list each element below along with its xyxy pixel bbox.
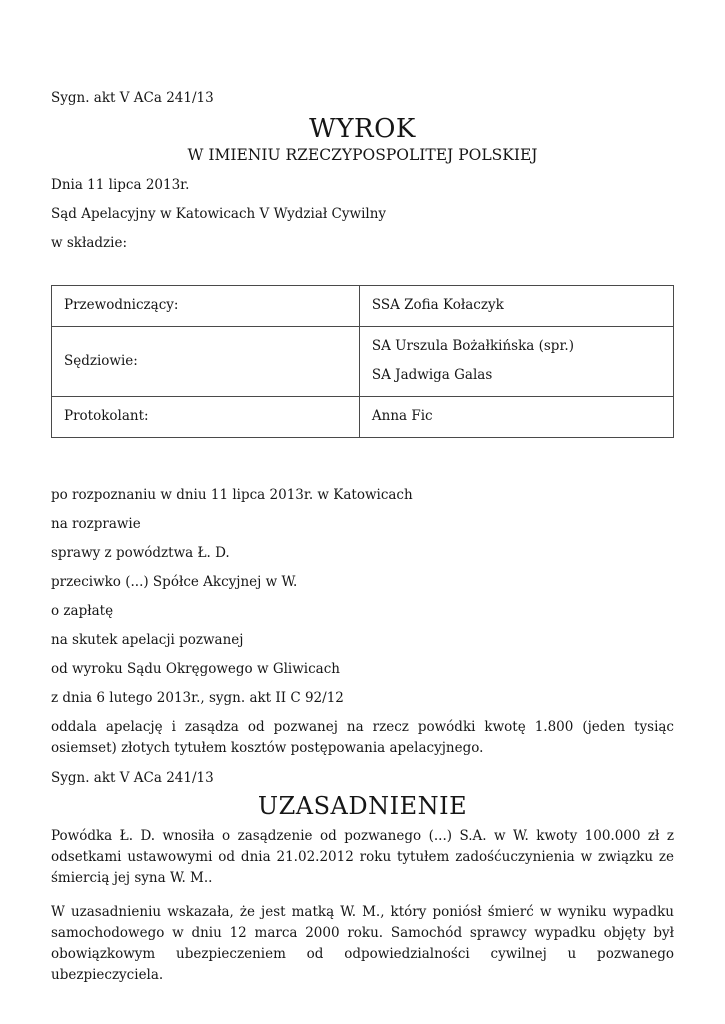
case-number-second: Sygn. akt V ACa 241/13 (51, 770, 214, 786)
panel-row-presiding (52, 286, 674, 327)
case-header-line-7: od wyroku Sądu Okręgowego w Gliwicach (51, 661, 340, 677)
panel-label-judges: Sędziowie: (52, 327, 360, 397)
spacer (51, 438, 674, 485)
justification-paragraph-1: Powódka Ł. D. wnosiła o zasądzenie od pozwanego (...) S.A. w W. kwoty 100.000 zł z odsetkami ustawowymi od dnia 21.02.2012 roku tytułem zadośćuczynienia w związku ze śmiercią jej syna W. M.. (51, 828, 674, 886)
judgment-date-line: Dnia 11 lipca 2013r. (51, 177, 190, 193)
panel-row-judges (52, 327, 674, 397)
panel-table (51, 285, 674, 438)
case-header-line-2: na rozprawie (51, 516, 141, 532)
case-header-line-5: o zapłatę (51, 603, 114, 619)
case-header-line-3: sprawy z powództwa Ł. D. (51, 545, 230, 561)
panel-row-recorder (52, 397, 674, 438)
case-number: Sygn. akt V ACa 241/13 (51, 90, 214, 106)
case-header-line-1: po rozpoznaniu w dniu 11 lipca 2013r. w Katowicach (51, 487, 413, 503)
court-name-line: Sąd Apelacyjny w Katowicach V Wydział Cywilny (51, 206, 387, 222)
case-header-line-8: z dnia 6 lutego 2013r., sygn. akt II C 92/12 (51, 690, 344, 706)
panel-value-presiding: SSA Zofia Kołaczyk (359, 286, 673, 327)
justification-title: UZASADNIENIE (257, 792, 468, 820)
case-header-line-4: przeciwko (...) Spółce Akcyjnej w W. (51, 574, 298, 590)
ruling-paragraph: oddala apelację i zasądza od pozwanej na rzecz powódki kwotę 1.800 (jeden tysiąc osiemset) złotych tytułem kosztów postępowania apelacyjnego. (51, 719, 674, 756)
judge-name-2: SA Jadwiga Galas (371, 367, 493, 383)
judgment-title: WYROK (309, 114, 416, 144)
case-header-line-6: na skutek apelacji pozwanej (51, 632, 244, 648)
justification-paragraph-2: W uzasadnieniu wskazała, że jest matką W. M., który poniósł śmierć w wyniku wypadku samochodowego w dniu 12 marca 2000 roku. Samochód sprawcy wypadku objęty był obowiązkowym ubezpieczeniem od odpowiedzialności cywilnej u pozwanego ubezpieczyciela. (51, 904, 674, 983)
panel-composition-intro: w składzie: (51, 235, 127, 251)
panel-label-presiding: Przewodniczący: (52, 286, 360, 327)
judgment-subtitle: W IMIENIU RZECZYPOSPOLITEJ POLSKIEJ (187, 146, 538, 164)
panel-value-judges (359, 327, 673, 397)
panel-value-recorder: Anna Fic (359, 397, 673, 438)
judge-name-1: SA Urszula Bożałkińska (spr.) (371, 338, 574, 354)
panel-label-recorder: Protokolant: (52, 397, 360, 438)
